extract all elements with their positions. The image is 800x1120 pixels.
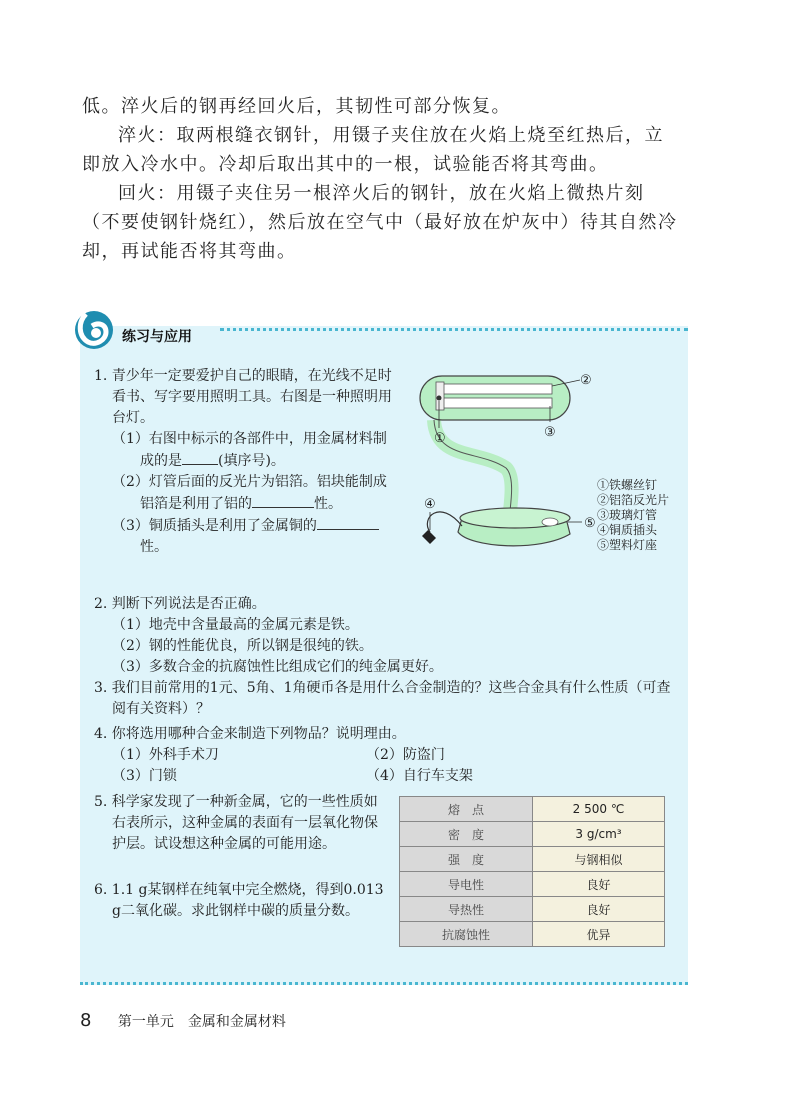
metal-properties-table — [399, 796, 665, 947]
property-name: 密 度 — [400, 822, 533, 847]
temper-paragraph: 回火：用镊子夹住另一根淬火后的钢针，放在火焰上微热片刻（不要使钢针烧红），然后放在空气中（最好放在炉灰中）待其自然冷却，再试能否将其弯曲。 — [82, 183, 678, 262]
table-row — [400, 897, 665, 922]
lamp-label-2: ② — [580, 373, 592, 388]
property-value: 3 g/cm³ — [533, 822, 665, 847]
legend-item: ②铝箔反光片 — [597, 493, 670, 507]
q4-item: （4）自行车支架 — [366, 768, 473, 784]
legend-item: ④铜质插头 — [597, 523, 658, 537]
property-name: 导热性 — [400, 897, 533, 922]
table-row — [400, 847, 665, 872]
unit-title: 第一单元 金属和金属材料 — [117, 1014, 286, 1030]
question-6 — [94, 880, 384, 922]
q1-sub1-tail: (填序号)。 — [218, 453, 285, 469]
lamp-label-3: ③ — [544, 425, 556, 440]
table-row — [400, 922, 665, 947]
property-value: 优异 — [533, 922, 665, 947]
intro-text — [82, 92, 682, 266]
q5-text: 5. 科学家发现了一种新金属，它的一些性质如右表所示，这种金属的表面有一层氧化物保护层。试设想这种金属的可能用途。 — [94, 794, 378, 852]
property-value: 良好 — [533, 897, 665, 922]
table-row — [400, 797, 665, 822]
page-number: 8 — [80, 1010, 92, 1031]
q4-stem: 4. 你将选用哪种合金来制造下列物品？说明理由。 — [94, 726, 406, 742]
lamp-label-1: ① — [434, 431, 446, 446]
section-rule — [220, 328, 688, 331]
legend-item: ⑤塑料灯座 — [597, 538, 658, 552]
property-name: 导电性 — [400, 872, 533, 897]
question-5 — [94, 792, 384, 855]
q6-text: 6. 1.1 g某钢样在纯氧中完全燃烧，得到0.013 g二氧化碳。求此钢样中碳的质量分数。 — [94, 882, 384, 919]
q1-sub1 — [94, 429, 394, 472]
lamp-label-4: ④ — [424, 497, 436, 512]
q4-item: （2）防盗门 — [366, 747, 445, 763]
question-4 — [94, 724, 678, 787]
question-2 — [94, 594, 654, 678]
answer-blank[interactable] — [317, 515, 379, 530]
desk-lamp-illustration — [410, 368, 600, 568]
property-name: 熔 点 — [400, 797, 533, 822]
exercise-section — [80, 326, 688, 985]
q2-stem: 2. 判断下列说法是否正确。 — [94, 596, 266, 612]
lamp-label-5: ⑤ — [584, 516, 596, 531]
property-value: 2 500 ℃ — [533, 797, 665, 822]
legend-item: ①铁螺丝钉 — [597, 478, 658, 492]
quench-paragraph: 淬火：取两根缝衣钢针，用镊子夹住放在火焰上烧至红热后，立即放入冷水中。冷却后取出其中的一根，试验能否将其弯曲。 — [82, 125, 664, 175]
section-title: 练习与应用 — [122, 329, 192, 345]
exercise-logo-icon — [66, 304, 120, 354]
q2-item: （1）地壳中含量最高的金属元素是铁。 — [112, 617, 359, 633]
q4-items — [94, 745, 678, 787]
q1-sub2 — [94, 472, 394, 515]
intro-line: 低。淬火后的钢再经回火后，其韧性可部分恢复。 — [82, 96, 511, 117]
answer-blank[interactable] — [182, 450, 218, 465]
q1-sub2-text: （2）灯管后面的反光片为铝箔。铝块能制成铝箔是利用了铝的 — [112, 474, 387, 512]
q1-sub3 — [94, 515, 394, 558]
q2-item: （2）钢的性能优良，所以钢是很纯的铁。 — [112, 638, 373, 654]
q4-item: （1）外科手术刀 — [112, 747, 219, 763]
q1-sub3-text: （3）铜质插头是利用了金属铜的 — [112, 518, 317, 534]
table-row — [400, 822, 665, 847]
q1-sub1-text: （1）右图中标示的各部件中，用金属材料制成的是 — [112, 431, 387, 469]
q3-text: 3. 我们目前常用的1元、5角、1角硬币各是用什么合金制造的？这些合金具有什么性质（可查阅有关资料）？ — [94, 680, 671, 717]
property-value: 良好 — [533, 872, 665, 897]
table-row — [400, 872, 665, 897]
legend-item: ③玻璃灯管 — [597, 508, 658, 522]
property-name: 强 度 — [400, 847, 533, 872]
q4-item: （3）门锁 — [112, 768, 177, 784]
question-1 — [94, 366, 394, 558]
property-value: 与钢相似 — [533, 847, 665, 872]
question-3 — [94, 678, 678, 720]
section-header — [80, 326, 688, 366]
q1-sub2-tail: 性。 — [314, 496, 342, 512]
property-name: 抗腐蚀性 — [400, 922, 533, 947]
page-footer — [80, 1010, 286, 1031]
q1-stem: 1. 青少年一定要爱护自己的眼睛，在光线不足时看书、写字要用照明工具。右图是一种照明用台灯。 — [94, 368, 392, 426]
answer-blank[interactable] — [252, 493, 314, 508]
q1-sub3-tail: 性。 — [140, 539, 168, 555]
lamp-parts-legend — [597, 478, 669, 553]
q2-item: （3）多数合金的抗腐蚀性比组成它们的纯金属更好。 — [112, 659, 443, 675]
